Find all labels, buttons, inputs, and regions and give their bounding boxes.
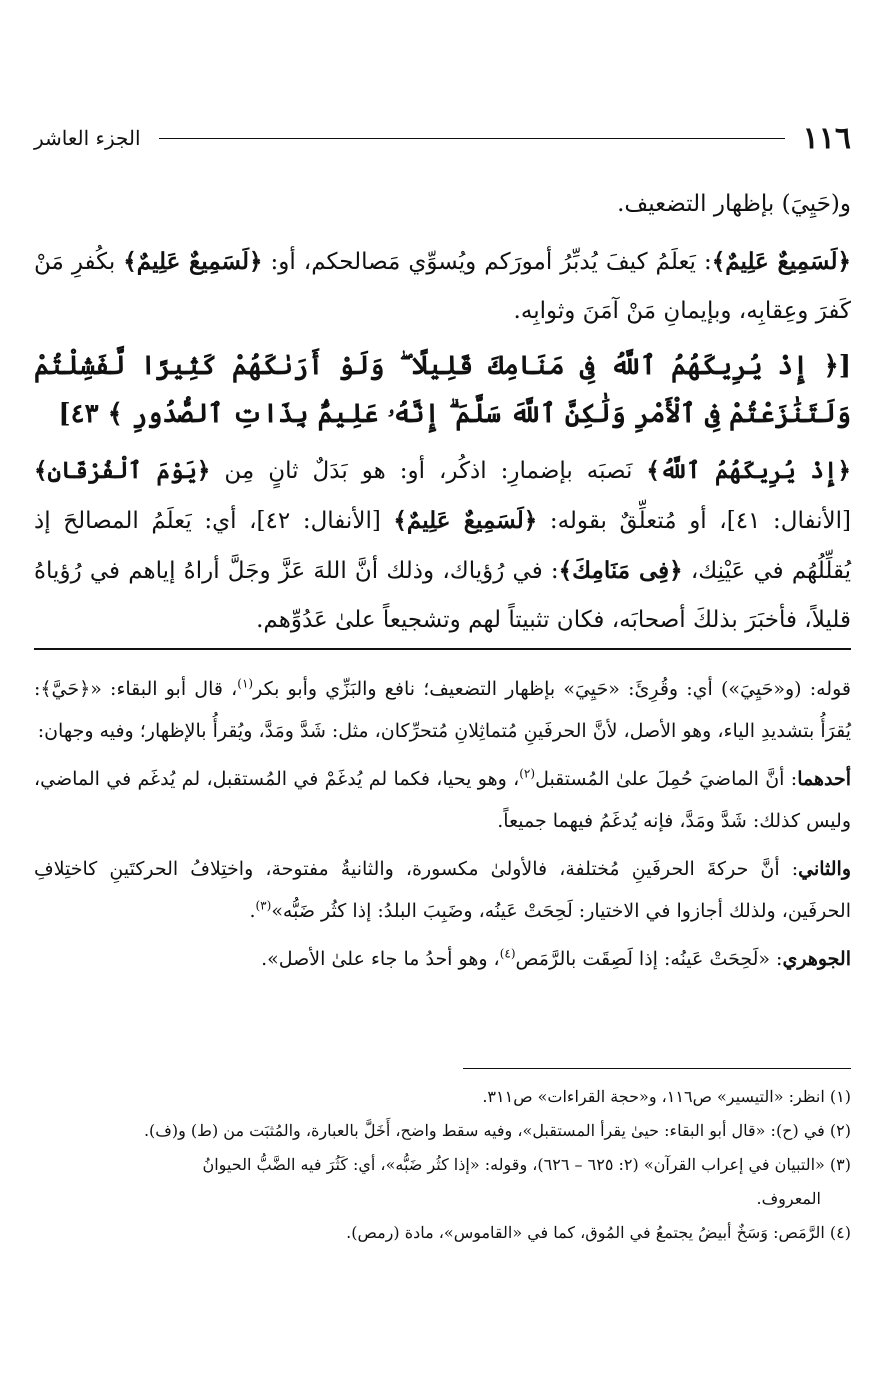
footnote-4: (٤) الرَّمَص: وَسَخٌ أبيضُ يجتمعُ في المُوق، كما في «القاموس»، مادة (رمص). bbox=[346, 1223, 851, 1242]
quran-quote: ﴿لَسَمِيعٌ عَلِيمٌ﴾ bbox=[123, 248, 263, 275]
commentary-text: [الأنفال: ٤١]، أو مُتعلِّقٌ بقوله: bbox=[537, 508, 852, 534]
note-text: قوله: (و«حَيِيَ») أي: وقُرِئَ: «حَيِيَ» بإظهار التضعيف؛ نافع والبَزِّي وأبو بكر bbox=[253, 678, 851, 700]
note-text: : «لَحِحَتْ عَينُه: إذا لَصِقَت بالرَّمَص bbox=[515, 948, 783, 970]
commentary-text: : يَعلَمُ كيفَ يُدبِّرُ أمورَكم ويُسوِّي مَصالحكم، أو: bbox=[262, 249, 712, 275]
note-paragraph-1 bbox=[34, 668, 851, 752]
main-paragraph-2 bbox=[34, 237, 851, 336]
main-paragraph-1: و(حَيِيَ) بإظهار التضعيف. bbox=[617, 191, 851, 217]
note-text: ، وهو يحيا، فكما لم يُدغَمْ في المُستقبل، لم يُدغَم في الماضي، وليس كذلك: شَدَّ ومَدَّ، فإنه يُدغَمُ فيهما جميعاً. bbox=[34, 768, 851, 832]
note-label: الجوهري bbox=[782, 948, 851, 970]
footnote-3: (٣) «التبيان في إعراب القرآن» (٢: ٦٢٥ – ٦٢٦)، وقوله: «إذا كثُر ضَبُّه»، أي: كَثُرَ فيه الضَّبُّ الحيوانُ bbox=[202, 1155, 851, 1174]
commentary-text: بكُفرِ مَنْ كَفرَ وعِقابِه، وبإيمانِ مَنْ آمَنَ وثوابِه. bbox=[34, 249, 851, 324]
footnote-ref: (٣) bbox=[255, 898, 272, 913]
main-paragraph-3 bbox=[34, 446, 851, 645]
note-text: : أنَّ الماضيَ حُمِلَ علىٰ المُستقبل bbox=[535, 768, 798, 790]
commentary-notes bbox=[34, 668, 851, 980]
verse-block: [﴿ إِذْ يُرِيكَهُمُ ٱللَّهُ فِى مَنَامِكَ قَلِيلًا ۖ وَلَوْ أَرَىٰكَهُمْ كَثِيرًا لَّفَشِلْتُمْ وَلَتَنَٰزَعْتُمْ فِى ٱلْأَمْرِ وَلَٰكِنَّ ٱللَّهَ سَلَّمَ ۗ إِنَّهُۥ عَلِيمٌۢ بِذَاتِ ٱلصُّدُورِ ﴾ ٤٣] bbox=[34, 351, 851, 429]
note-text: ، وهو أحدُ ما جاء علىٰ الأصل». bbox=[261, 948, 500, 970]
note-text: : أنَّ حركةَ الحرفَينِ مُختلفة، فالأولىٰ مكسورة، والثانيةُ مفتوحة، واختِلافُ الحركتَينِ كاختِلافِ الحرفَين، ولذلك أجازوا في الاختيار: لَحِحَتْ عَينُه، وضَبِبَ البلدُ: إذا كثُر ضَبُّه» bbox=[34, 858, 851, 922]
quran-quote: ﴿لَسَمِيعٌ عَلِيمٌ﴾ bbox=[393, 507, 538, 534]
footnote-ref: (١) bbox=[237, 676, 254, 691]
commentary-text: نَصبَه بإضمارِ: اذكُر، أو: هو بَدَلٌ ثانٍ مِن bbox=[210, 458, 647, 484]
footnote-ref: (٤) bbox=[499, 946, 516, 961]
quran-quote: ﴿فِى مَنَامِكَ﴾ bbox=[558, 557, 683, 584]
page-number: ١١٦ bbox=[802, 120, 851, 156]
notes-divider bbox=[34, 648, 851, 650]
note-text: ، قال أبو البقاء: «﴿حَيَّ﴾: يُقرَأُ بتشديدِ الياء، وهو الأصل، لأنَّ الحرفَينِ مُتماثِلانِ مُتحرِّكان، مثل: شَدَّ ومَدَّ، ويُقرأُ بالإظهار؛ وفيه وجهان: bbox=[34, 678, 851, 742]
commentary-text: [الأنفال: ٤٢]، أي: يَعلَمُ المصالحَ إذ يُقلِّلُهُم في عَيْنِك، bbox=[34, 508, 852, 584]
footnote-1: (١) انظر: «التيسير» ص١١٦، و«حجة القراءات» ص٣١١. bbox=[482, 1087, 851, 1106]
footnote-3-continued: المعروف. bbox=[756, 1189, 821, 1208]
commentary-text: : في رُؤياك، وذلك أنَّ اللهَ عَزَّ وجَلَّ أراهُ إياهم في رُؤياهُ قليلاً، فأخبَرَ بذلكَ أصحابَه، فكان تثبيتاً لهم وتشجيعاً علىٰ عَدُوِّهم. bbox=[34, 558, 851, 633]
page-header bbox=[34, 118, 851, 158]
header-rule bbox=[159, 138, 785, 139]
note-paragraph-3 bbox=[34, 848, 851, 932]
quran-quote: ﴿إِذْ يُرِيكَهُمُ ٱللَّهُ﴾ bbox=[646, 457, 851, 484]
quran-quote: ﴿يَوْمَ ٱلْفُرْقَانِ﴾ bbox=[34, 457, 211, 484]
footnotes bbox=[34, 1080, 851, 1250]
part-title: الجزء العاشر bbox=[34, 126, 141, 150]
note-paragraph-4 bbox=[34, 938, 851, 980]
note-paragraph-2 bbox=[34, 758, 851, 842]
footnote-ref: (٢) bbox=[519, 766, 536, 781]
footnote-2: (٢) في (ح): «قال أبو البقاء: حيىٰ يقرأ المستقبل»، وفيه سقط واضح، أَخَلَّ بالعبارة، والمُثبَت من (ط) و(ف). bbox=[143, 1121, 851, 1140]
footnote-rule bbox=[463, 1068, 851, 1069]
note-text: . bbox=[249, 900, 256, 922]
note-label: أحدهما bbox=[797, 768, 851, 790]
note-label: والثاني bbox=[798, 858, 851, 880]
main-text bbox=[34, 180, 851, 645]
quran-quote: ﴿لَسَمِيعٌ عَلِيمٌ﴾ bbox=[711, 248, 851, 275]
